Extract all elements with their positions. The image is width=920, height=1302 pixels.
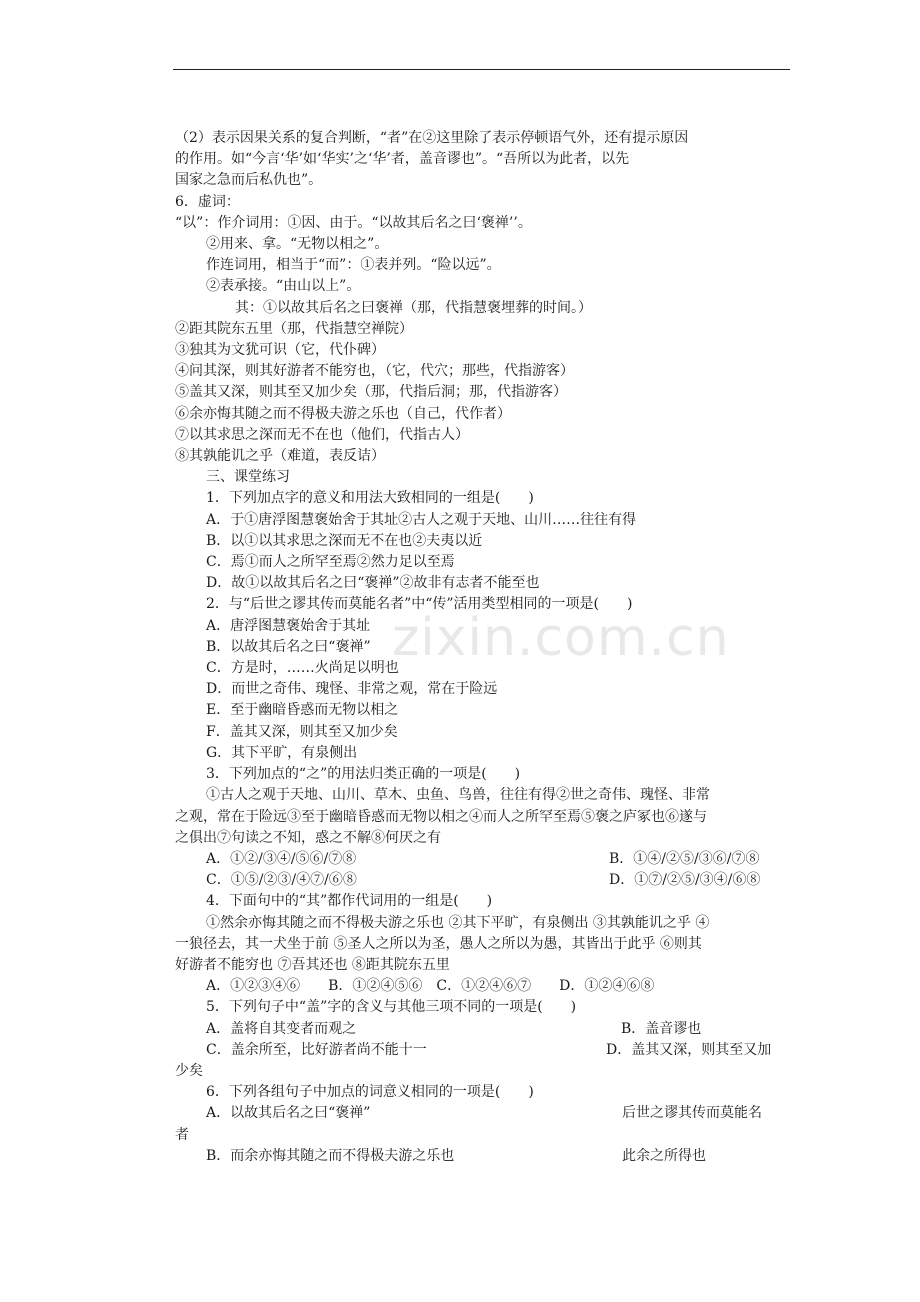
option-line: A．①②③④⑥ B．①②④⑤⑥ C．①②④⑥⑦ D．①②④⑥⑧ [206,978,655,995]
text-line: 一狼径去，其一犬坐于前 ⑤圣人之所以为圣，愚人之所以为愚，其皆出于此乎 ⑥则其 [175,935,702,952]
text-line: 其：①以故其后名之曰褒禅（那，代指慧褒埋葬的时间。） [235,299,592,316]
text-line: ②用来、拿。“无物以相之”。 [206,236,389,253]
option-line: A．于①唐浮图慧褒始舍于其址②古人之观于天地、山川……往往有得 [206,511,637,528]
option-line: D．而世之奇伟、瑰怪、非常之观，常在于险远 [206,681,498,698]
question-6: 6．下列各组句子中加点的词意义相同的一项是( ) [206,1084,534,1101]
text-line: “以”：作介词用：①因、由于。“以故其后名之曰‘褒禅’’。 [175,214,532,231]
text-line: ⑥余亦悔其随之而不得极夫游之乐也（自己，代作者） [175,405,511,422]
text-line: ④问其深，则其好游者不能穷也，（它，代穴；那些，代指游客） [175,363,574,380]
text-line: 的作用。如“今言‘华’如‘华实’之‘华’者，盖音谬也”。“吾所以为此者，以先 [175,151,630,168]
option-b-pair: 此余之所得也 [622,1147,706,1164]
option-d: D．①⑦/②⑤/③④/⑥⑧ [609,872,761,889]
option-row [175,1146,795,1167]
option-line: B．以①以其求思之深而无不在也②夫夷以近 [206,532,483,549]
text-line: ①然余亦悔其随之而不得极夫游之乐也 ②其下平旷，有泉侧出 ③其孰能讥之乎 ④ [206,914,710,931]
option-row [175,1040,795,1061]
option-line: C．焉①而人之所罕至焉②然力足以至焉 [206,554,455,571]
option-row [175,1103,795,1124]
question-5: 5．下列句子中“盖”字的含义与其他三项不同的一项是( ) [206,999,577,1016]
option-line: D．故①以故其后名之曰“褒禅”②故非有志者不能至也 [206,575,540,592]
text-line: ③独其为文犹可识（它，代仆碑） [175,342,385,359]
text-line: ⑤盖其又深，则其至又加少矣（那，代指后洞；那，代指游客） [175,384,567,401]
section-heading-practice: 三、课堂练习 [206,469,290,486]
watermark: zixin.com.cn [392,608,730,668]
option-line: C．方是时，……火尚足以明也 [206,660,399,677]
option-line: F．盖其又深，则其至又加少矣 [206,723,398,740]
option-line: B．以故其后名之曰“褒禅” [206,638,371,655]
text-line: ②距其院东五里（那，代指慧空禅院） [175,320,413,337]
text-line: ⑦以其求思之深而无不在也（他们，代指古人） [175,426,469,443]
option-b: B．盖音谬也 [621,1020,702,1037]
text-line: 作连词用，相当于“而”：①表并列。“险以远”。 [206,257,501,274]
option-line: E．至于幽暗昏惑而无物以相之 [206,702,399,719]
option-a: A．以故其后名之曰“褒禅” [206,1105,371,1122]
document-body [175,128,795,1167]
option-c: C．①⑤/②③/④⑦/⑥⑧ [206,872,357,889]
option-row [175,1019,795,1040]
text-line: ①古人之观于天地、山川、草木、虫鱼、鸟兽，往往有得②世之奇伟、瑰怪、非常 [206,787,710,804]
text-line: （2）表示因果关系的复合判断，“者”在②这里除了表示停顿语气外，还有提示原因 [175,130,689,146]
text-line: 国家之急而后私仇也”。 [175,172,323,189]
text-line: 少矣 [175,1062,203,1079]
option-b: B．①④/②⑤/③⑥/⑦⑧ [609,850,760,867]
text-line: ⑧其孰能讥之乎（难道，表反诘） [175,448,385,465]
question-1: 1．下列加点字的意义和用法大致相同的一组是( ) [206,490,534,507]
text-line: 者 [175,1126,189,1143]
option-d: D．盖其又深，则其至又加 [606,1041,772,1058]
header-rule [173,69,790,70]
question-2: 2．与“后世之谬其传而莫能名者”中“传”活用类型相同的一项是( ) [206,596,633,613]
option-line: G．其下平旷，有泉侧出 [206,744,358,761]
option-line: A．唐浮图慧褒始舍于其址 [206,617,371,634]
text-line: 好游者不能穷也 ⑦吾其还也 ⑧距其院东五里 [175,956,450,973]
text-line: 之观，常在于险远③至于幽暗昏惑而无物以相之④而人之所罕至焉⑤褒之庐冢也⑥遂与 [175,808,707,825]
question-4: 4．下面句中的“其”都作代词用的一组是( ) [206,893,493,910]
section-heading-xuci: 6．虚词： [175,193,240,210]
option-row [175,870,795,891]
option-row [175,849,795,870]
option-a-pair: 后世之谬其传而莫能名 [622,1105,762,1122]
text-line: ②表承接。“由山以上”。 [206,278,361,295]
question-3: 3．下列加点的“之”的用法归类正确的一项是( ) [206,766,521,783]
option-a: A．①②/③④/⑤⑥/⑦⑧ [206,850,357,867]
option-c: C．盖余所至，比好游者尚不能十一 [206,1041,427,1058]
option-a: A．盖将自其变者而观之 [206,1020,357,1037]
text-line: 之俱出⑦句读之不知，惑之不解⑧何厌之有 [175,829,441,846]
option-b: B．而余亦悔其随之而不得极夫游之乐也 [206,1147,455,1164]
